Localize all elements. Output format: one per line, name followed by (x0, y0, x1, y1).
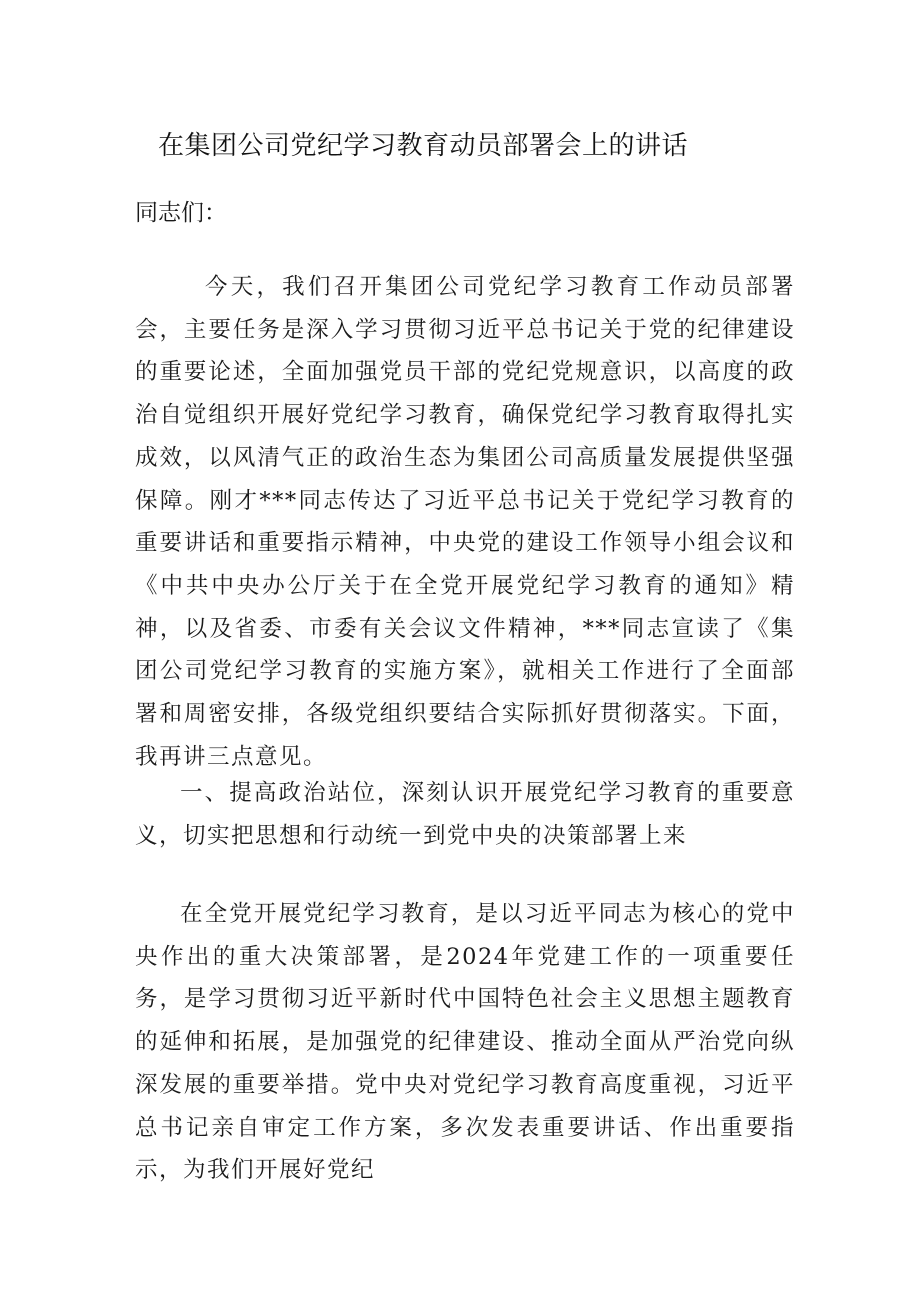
paragraph-section-1-body: 在全党开展党纪学习教育，是以习近平同志为核心的党中央作出的重大决策部署，是2024年党建工作的一项重要任务，是学习贯彻习近平新时代中国特色社会主义思想主题教育的延伸和拓展，是加强党的纪律建设、推动全面从严治党向纵深发展的重要举措。党中央对党纪学习教育高度重视，习近平总书记亲自审定工作方案，多次发表重要讲话、作出重要指示，为我们开展好党纪 (135, 901, 795, 1184)
paragraph-opening: 今天，我们召开集团公司党纪学习教育工作动员部署会，主要任务是深入学习贯彻习近平总书记关于党的纪律建设的重要论述，全面加强党员干部的党纪党规意识，以高度的政治自觉组织开展好党纪学习教育，确保党纪学习教育取得扎实成效，以风清气正的政治生态为集团公司高质量发展提供坚强保障。刚才***同志传达了习近平总书记关于党纪学习教育的重要讲话和重要指示精神，中央党的建设工作领导小组会议和《中共中央办公厅关于在全党开展党纪学习教育的通知》精神，以及省委、市委有关会议文件精神，***同志宣读了《集团公司党纪学习教育的实施方案》，就相关工作进行了全面部署和周密安排，各级党组织要结合实际抓好贯彻落实。下面，我再讲三点意见。 (135, 274, 795, 770)
salutation: 同志们： (135, 200, 227, 226)
section-heading-1: 一、提高政治站位，深刻认识开展党纪学习教育的重要意义，切实把思想和行动统一到党中央的决策部署上来 (135, 780, 795, 849)
document-title: 在集团公司党纪学习教育动员部署会上的讲话 (158, 131, 689, 161)
